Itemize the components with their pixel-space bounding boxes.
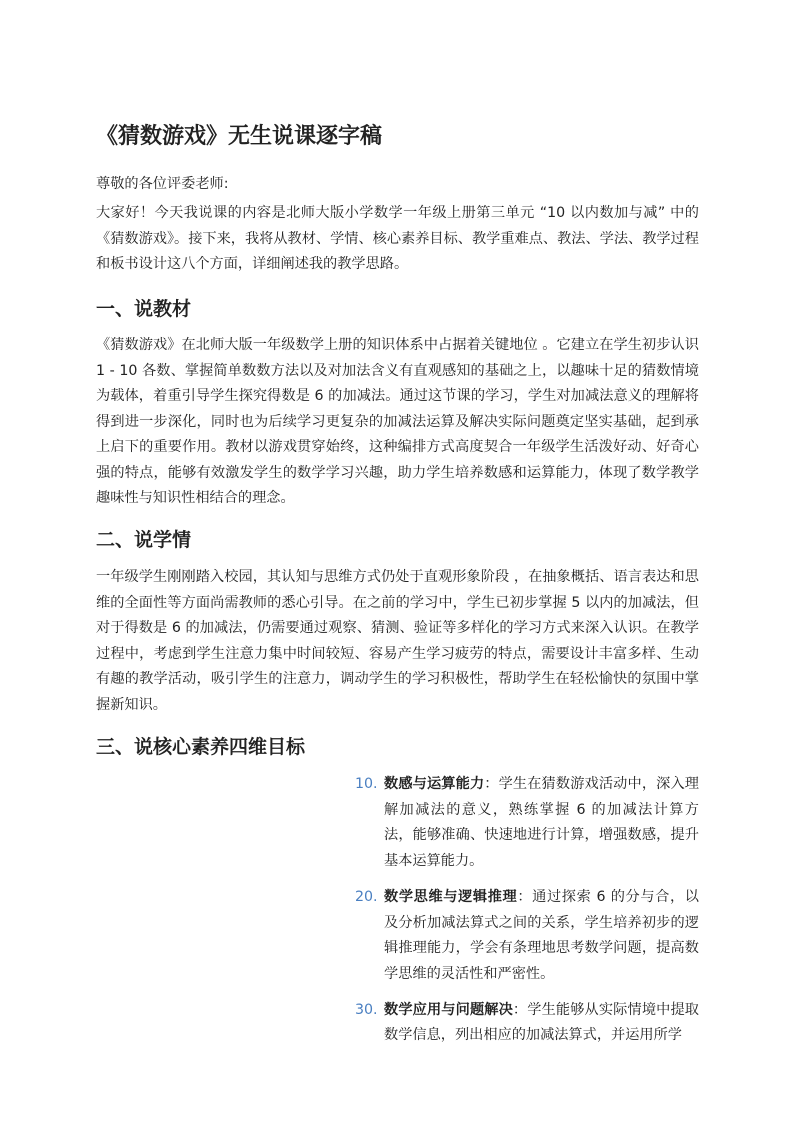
section-heading-textbook: 一、说教材 xyxy=(96,298,192,320)
section-heading-students: 二、说学情 xyxy=(96,529,192,551)
goals-list xyxy=(355,772,699,1059)
section-body-textbook: 《猜数游戏》在北师大版一年级数学上册的知识体系中占据着关键地位 。它建立在学生初步认识 1 - 10 各数、掌握简单数数方法以及对加法含义有直观感知的基础之上，以趣味十足的猜数情境为载体，着重引导学生探究得数是 6 的加减法。通过这节课的学习，学生对加减法意义的理解将得到进一步深化，同时也为后续学习更复杂的加减法运算及解决实际问题奠定坚实基础，起到承上启下的重要作用。教材以游戏贯穿始终，这种编排方式高度契合一年级学生活泼好动、好奇心强的特点，能够有效激发学生的数学学习兴趣，助力学生培养数感和运算能力，体现了数学教学趣味性与知识性相结合的理念。 xyxy=(96,337,699,506)
list-item-number: 20. xyxy=(355,888,378,905)
greeting-text: 尊敬的各位评委老师: xyxy=(96,176,229,192)
list-item-text: ：学生能够从实际情境中提取数学信息，列出相应的加减法算式，并运用所学 xyxy=(384,1001,699,1044)
list-item xyxy=(355,885,699,988)
section-heading-goals: 三、说核心素养四维目标 xyxy=(96,736,306,758)
list-item-text: ：学生在猜数游戏活动中，深入理解加减法的意义，熟练掌握 6 的加减法计算方法，能够准确、快速地进行计算，增强数感，提升基本运算能力。 xyxy=(384,776,699,870)
list-item-number: 10. xyxy=(355,776,378,792)
section-body-students: 一年级学生刚刚踏入校园，其认知与思维方式仍处于直观形象阶段 ，在抽象概括、语言表达和思维的全面性等方面尚需教师的悉心引导。在之前的学习中，学生已初步掌握 5 以内的加减法，但对于得数是 6 的加减法，仍需要通过观察、猜测、验证等多样化的学习方式来深入认识。在教学过程中，考虑到学生注意力集中时间较短、容易产生学习疲劳的特点，需要设计丰富多样、生动有趣的教学活动，吸引学生的注意力，调动学生的学习积极性，帮助学生在轻松愉快的氛围中掌握新知识。 xyxy=(96,569,699,713)
list-item-number: 30. xyxy=(355,1001,378,1018)
list-item-term: 数学应用与问题解决 xyxy=(384,1001,513,1018)
list-item xyxy=(355,772,699,875)
document-title: 《猜数游戏》无生说课逐字稿 xyxy=(96,124,383,149)
list-item xyxy=(355,998,699,1049)
list-item-text: ：通过探索 6 的分与合，以及分析加减法算式之间的关系，学生培养初步的逻辑推理能力，学会有条理地思考数学问题，提高数学思维的灵活性和严密性。 xyxy=(384,888,699,982)
intro-paragraph: 大家好！今天我说课的内容是北师大版小学数学一年级上册第三单元 “10 以内数加与减” 中的《猜数游戏》。接下来，我将从教材、学情、核心素养目标、教学重难点、教法、学法、教学过程和板书设计这八个方面，详细阐述我的教学思路。 xyxy=(96,205,699,272)
list-item-term: 数感与运算能力 xyxy=(384,776,485,792)
list-item-term: 数学思维与逻辑推理 xyxy=(384,888,518,905)
